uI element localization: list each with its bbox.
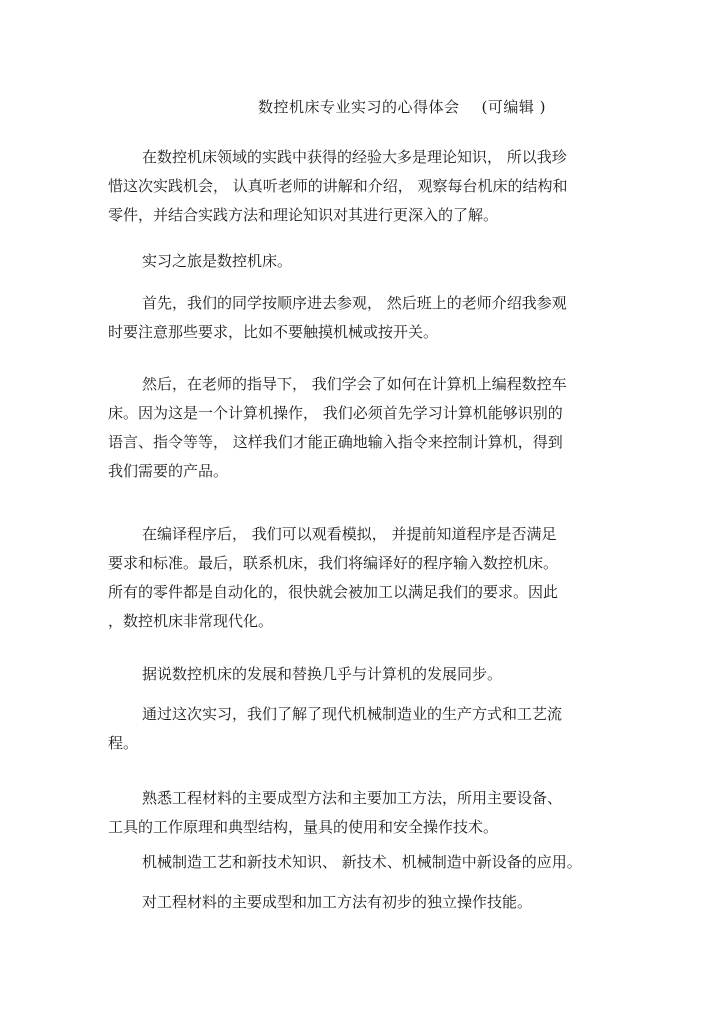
paragraph-4 bbox=[108, 370, 608, 486]
paragraph-line: 要求和标准。最后，联系机床，我们将编译好的程序输入数控机床。 bbox=[108, 554, 559, 572]
paragraph-line: 所有的零件都是自动化的，很快就会被加工以满足我们的要求。因此 bbox=[108, 583, 559, 601]
paragraph-6 bbox=[108, 660, 608, 689]
paragraph-line: 我们需要的产品。 bbox=[108, 462, 229, 480]
paragraph-3 bbox=[108, 289, 608, 347]
paragraph-line: 语言、指令等等， 这样我们才能正确地输入指令来控制计算机，得到 bbox=[108, 433, 563, 451]
paragraph-10 bbox=[108, 888, 608, 917]
document-title bbox=[258, 96, 546, 117]
paragraph-line: 机械制造工艺和新技术知识、 新技术、机械制造中新设备的应用。 bbox=[142, 853, 582, 871]
paragraph-8 bbox=[108, 784, 608, 842]
paragraph-line: 零件，并结合实践方法和理论知识对其进行更深入的了解。 bbox=[108, 206, 499, 224]
paragraph-line: 对工程材料的主要成型和加工方法有初步的独立操作技能。 bbox=[142, 893, 533, 911]
title-suffix: (可编辑 ) bbox=[481, 98, 546, 116]
paragraph-line: 实习之旅是数控机床。 bbox=[142, 252, 293, 270]
paragraph-line: 惜这次实践机会， 认真听老师的讲解和介绍， 观察每台机床的结构和 bbox=[108, 177, 568, 195]
paragraph-1 bbox=[108, 143, 608, 230]
paragraph-line: 在数控机床领域的实践中获得的经验大多是理论知识， 所以我珍 bbox=[142, 148, 567, 166]
paragraph-line: 然后，在老师的指导下， 我们学会了如何在计算机上编程数控车 bbox=[142, 375, 567, 393]
paragraph-line: 首先，我们的同学按顺序进去参观， 然后班上的老师介绍我参观 bbox=[142, 294, 567, 312]
paragraph-2 bbox=[108, 247, 608, 276]
paragraph-line: 床。因为这是一个计算机操作， 我们必须首先学习计算机能够识别的 bbox=[108, 404, 563, 422]
paragraph-line: 时要注意那些要求，比如不要触摸机械或按开关。 bbox=[108, 323, 439, 341]
paragraph-line: 程。 bbox=[108, 734, 139, 752]
paragraph-line: 熟悉工程材料的主要成型方法和主要加工方法，所用主要设备、 bbox=[142, 789, 563, 807]
title-text: 数控机床专业实习的心得体会 bbox=[258, 98, 460, 116]
paragraph-line: 通过这次实习，我们了解了现代机械制造业的生产方式和工艺流 bbox=[142, 705, 563, 723]
paragraph-5 bbox=[108, 520, 608, 636]
paragraph-line: 工具的工作原理和典型结构，量具的使用和安全操作技术。 bbox=[108, 818, 499, 836]
paragraph-line: 在编译程序后， 我们可以观看模拟， 并提前知道程序是否满足 bbox=[142, 525, 557, 543]
paragraph-line: ，数控机床非常现代化。 bbox=[108, 612, 274, 630]
paragraph-7 bbox=[108, 700, 608, 758]
paragraph-9 bbox=[108, 848, 608, 877]
paragraph-line: 据说数控机床的发展和替换几乎与计算机的发展同步。 bbox=[142, 665, 503, 683]
